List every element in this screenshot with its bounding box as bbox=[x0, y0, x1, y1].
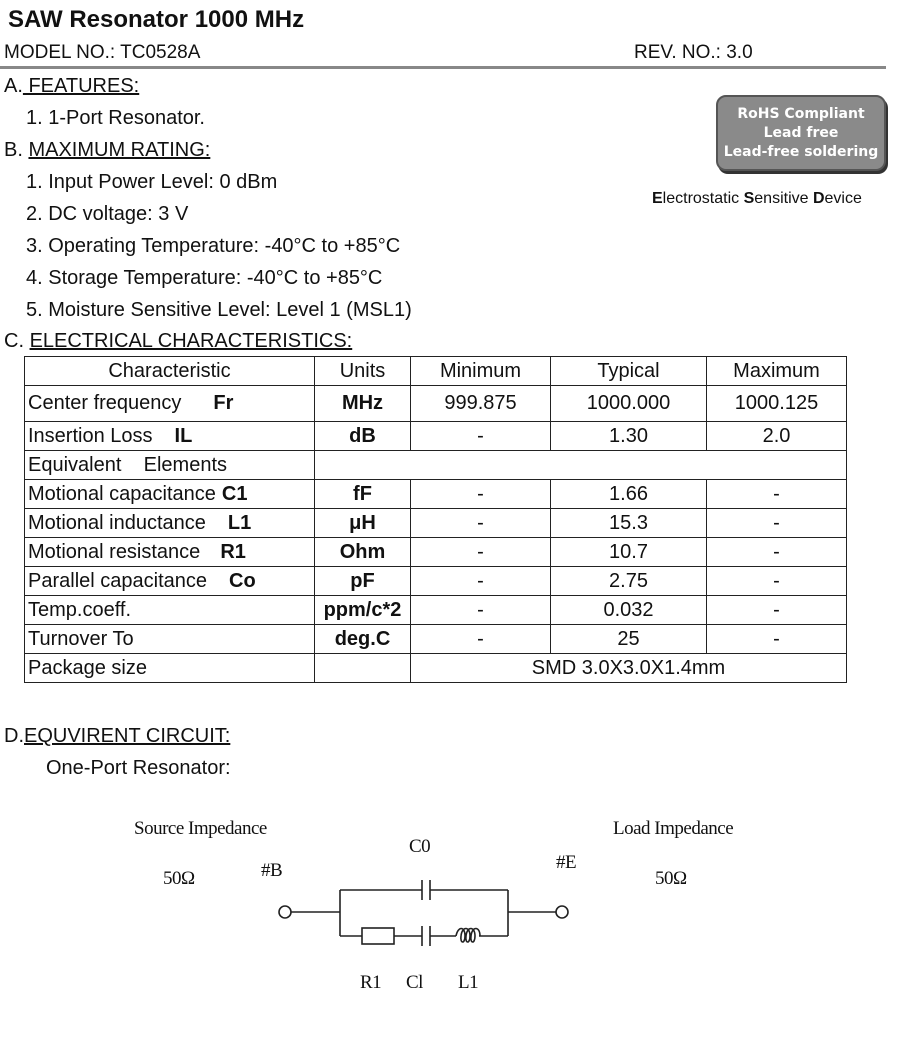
electrical-heading: C. ELECTRICAL CHARACTERISTICS: bbox=[4, 330, 353, 352]
typ-cell: 1.66 bbox=[551, 480, 707, 509]
table-row bbox=[25, 451, 847, 480]
node-b-label: #B bbox=[261, 860, 283, 881]
unit-cell: ppm/c*2 bbox=[315, 596, 411, 625]
max-rating-item: 5. Moisture Sensitive Level: Level 1 (MSL1) bbox=[26, 299, 412, 321]
circuit-heading: D.EQUVIRENT CIRCUIT: bbox=[4, 725, 231, 747]
model-number: MODEL NO.: TC0528A bbox=[4, 42, 201, 63]
unit-cell: pF bbox=[315, 567, 411, 596]
revision-number: REV. NO.: 3.0 bbox=[634, 42, 753, 63]
characteristic-cell: Insertion Loss IL bbox=[25, 422, 315, 451]
min-cell: - bbox=[411, 596, 551, 625]
r1-label: R1 bbox=[360, 972, 382, 993]
node-e-label: #E bbox=[556, 852, 577, 873]
max-cell: - bbox=[707, 509, 847, 538]
column-header: Typical bbox=[551, 357, 707, 386]
max-cell: - bbox=[707, 625, 847, 654]
table-row bbox=[25, 509, 847, 538]
unit-cell: Ohm bbox=[315, 538, 411, 567]
characteristic-cell: Motional resistance R1 bbox=[25, 538, 315, 567]
circuit-subtitle: One-Port Resonator: bbox=[46, 757, 231, 779]
characteristic-cell: Motional capacitance C1 bbox=[25, 480, 315, 509]
features-item: 1. 1-Port Resonator. bbox=[26, 107, 205, 129]
c1-label: Cl bbox=[406, 972, 423, 993]
load-impedance-label: Load Impedance bbox=[613, 818, 734, 839]
esd-notice: Electrostatic Sensitive Device bbox=[652, 190, 862, 207]
typ-cell: 1000.000 bbox=[551, 386, 707, 422]
max-rating-heading: B. MAXIMUM RATING: bbox=[4, 139, 211, 161]
max-cell: - bbox=[707, 596, 847, 625]
header-divider bbox=[0, 66, 886, 69]
typ-cell: 0.032 bbox=[551, 596, 707, 625]
max-cell: - bbox=[707, 567, 847, 596]
l1-inductor bbox=[456, 929, 480, 943]
unit-cell: dB bbox=[315, 422, 411, 451]
typ-cell: 1.30 bbox=[551, 422, 707, 451]
table-row bbox=[25, 538, 847, 567]
min-cell: - bbox=[411, 567, 551, 596]
characteristic-cell: Motional inductance L1 bbox=[25, 509, 315, 538]
equivalent-circuit-diagram bbox=[270, 870, 580, 960]
typ-cell: 15.3 bbox=[551, 509, 707, 538]
characteristic-cell: Package size bbox=[25, 654, 315, 683]
terminal-e bbox=[556, 906, 568, 918]
characteristic-cell: Parallel capacitance Co bbox=[25, 567, 315, 596]
empty-cell bbox=[315, 654, 411, 683]
min-cell: 999.875 bbox=[411, 386, 551, 422]
min-cell: - bbox=[411, 509, 551, 538]
max-rating-item: 3. Operating Temperature: -40°C to +85°C bbox=[26, 235, 401, 257]
typ-cell: 10.7 bbox=[551, 538, 707, 567]
typ-cell: 25 bbox=[551, 625, 707, 654]
max-cell: - bbox=[707, 480, 847, 509]
typ-cell: 2.75 bbox=[551, 567, 707, 596]
source-impedance-value: 50Ω bbox=[163, 868, 195, 889]
table-header-row bbox=[25, 357, 847, 386]
package-size-cell: SMD 3.0X3.0X1.4mm bbox=[411, 654, 847, 683]
max-rating-item: 4. Storage Temperature: -40°C to +85°C bbox=[26, 267, 383, 289]
unit-cell: MHz bbox=[315, 386, 411, 422]
column-header: Characteristic bbox=[25, 357, 315, 386]
column-header: Units bbox=[315, 357, 411, 386]
electrical-table bbox=[24, 356, 847, 683]
characteristic-cell: Center frequency Fr bbox=[25, 386, 315, 422]
max-cell: 2.0 bbox=[707, 422, 847, 451]
source-impedance-label: Source Impedance bbox=[134, 818, 267, 839]
table-row bbox=[25, 596, 847, 625]
c0-label: C0 bbox=[409, 836, 431, 857]
max-cell: - bbox=[707, 538, 847, 567]
table-row bbox=[25, 422, 847, 451]
table-row bbox=[25, 567, 847, 596]
rohs-line: Lead-free soldering bbox=[723, 143, 879, 160]
terminal-b bbox=[279, 906, 291, 918]
characteristic-cell: Temp.coeff. bbox=[25, 596, 315, 625]
table-row bbox=[25, 480, 847, 509]
table-row bbox=[25, 654, 847, 683]
min-cell: - bbox=[411, 422, 551, 451]
rohs-line: Lead free bbox=[763, 124, 839, 141]
table-row bbox=[25, 386, 847, 422]
rohs-line: RoHS Compliant bbox=[737, 105, 865, 122]
document-title: SAW Resonator 1000 MHz bbox=[8, 6, 305, 33]
characteristic-cell: Equivalent Elements bbox=[25, 451, 315, 480]
column-header: Maximum bbox=[707, 357, 847, 386]
min-cell: - bbox=[411, 625, 551, 654]
r1-resistor bbox=[362, 928, 394, 944]
max-rating-item: 2. DC voltage: 3 V bbox=[26, 203, 189, 225]
min-cell: - bbox=[411, 480, 551, 509]
column-header: Minimum bbox=[411, 357, 551, 386]
table-row bbox=[25, 625, 847, 654]
max-rating-item: 1. Input Power Level: 0 dBm bbox=[26, 171, 278, 193]
load-impedance-value: 50Ω bbox=[655, 868, 687, 889]
l1-label: L1 bbox=[458, 972, 479, 993]
empty-cell bbox=[315, 451, 847, 480]
characteristic-cell: Turnover To bbox=[25, 625, 315, 654]
unit-cell: fF bbox=[315, 480, 411, 509]
max-cell: 1000.125 bbox=[707, 386, 847, 422]
rohs-badge bbox=[716, 95, 886, 171]
unit-cell: μH bbox=[315, 509, 411, 538]
features-heading: A. FEATURES: bbox=[4, 75, 140, 97]
unit-cell: deg.C bbox=[315, 625, 411, 654]
min-cell: - bbox=[411, 538, 551, 567]
